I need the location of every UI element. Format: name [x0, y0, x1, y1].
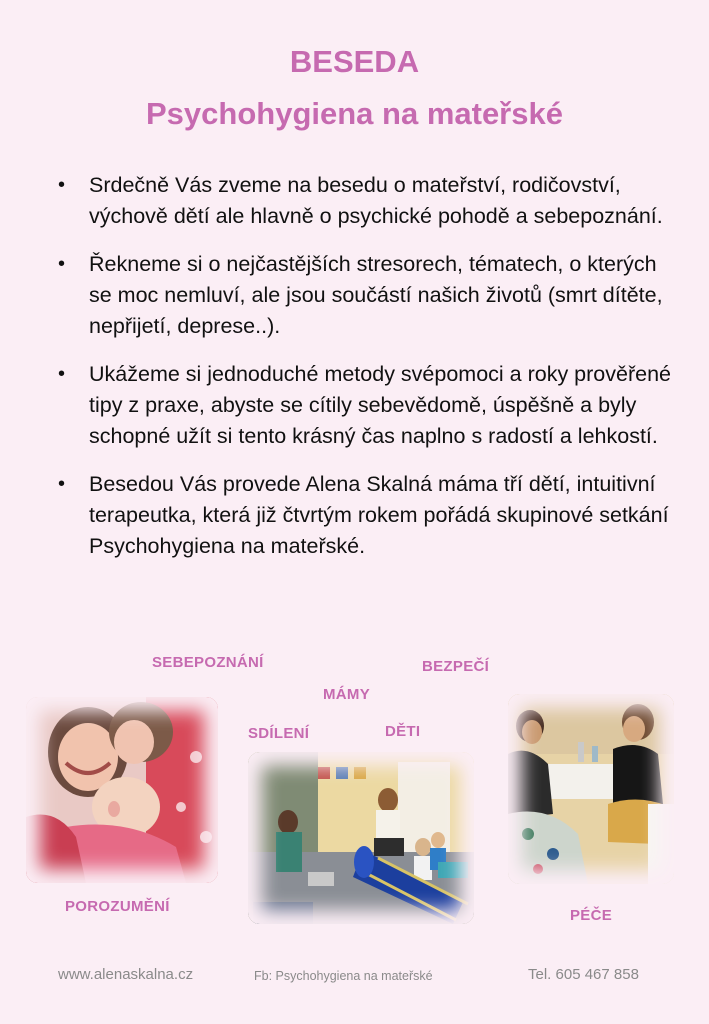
footer-facebook: Fb: Psychohygiena na mateřské: [254, 969, 433, 983]
keyword-bezpeci: BEZPEČÍ: [422, 658, 490, 675]
photo-mother-children: [26, 697, 218, 883]
bullet-item-presenter: • Besedou Vás provede Alena Skalná máma tří dětí, intuitivní terapeutka, která již čtvrtým rokem pořádá skupinové setkání Psychohygiena na mateřské.: [54, 469, 674, 562]
poster-title: BESEDA: [289, 44, 420, 79]
keyword-porozumeni: POROZUMĚNÍ: [65, 898, 170, 915]
footer-website: www.alenaskalna.cz: [58, 966, 194, 983]
keyword-sdileni: SDÍLENÍ: [248, 725, 310, 742]
photo-women-table: [508, 694, 674, 884]
keyword-deti: DĚTI: [385, 723, 421, 740]
keyword-sebepoznani: SEBEPOZNÁNÍ: [152, 654, 264, 671]
bullet-item-methods: • Ukážeme si jednoduché metody svépomoci a roky prověřené tipy z praxe, abyste se cítily sebevědomě, úspěšně a byly schopné užít si tento krásný čas naplno s radostí a lehkostí.: [54, 359, 674, 452]
poster-subtitle: Psychohygiena na mateřské: [146, 96, 563, 131]
bullet-item-stressors: • Řekneme si o nejčastějších stresorech, tématech, o kterých se moc nemluví, ale jsou součástí našich životů (smrt dítěte, nepřijetí, deprese..).: [54, 249, 674, 342]
footer-phone: Tel. 605 467 858: [528, 966, 639, 983]
keyword-mamy: MÁMY: [323, 686, 371, 703]
keyword-pece: PÉČE: [570, 907, 613, 924]
photo-group-playroom: [248, 752, 474, 924]
bullet-list: [54, 170, 674, 579]
bullet-item-invitation: • Srdečně Vás zveme na besedu o mateřství, rodičovství, výchově dětí ale hlavně o psychické pohodě a sebepoznání.: [54, 170, 674, 232]
